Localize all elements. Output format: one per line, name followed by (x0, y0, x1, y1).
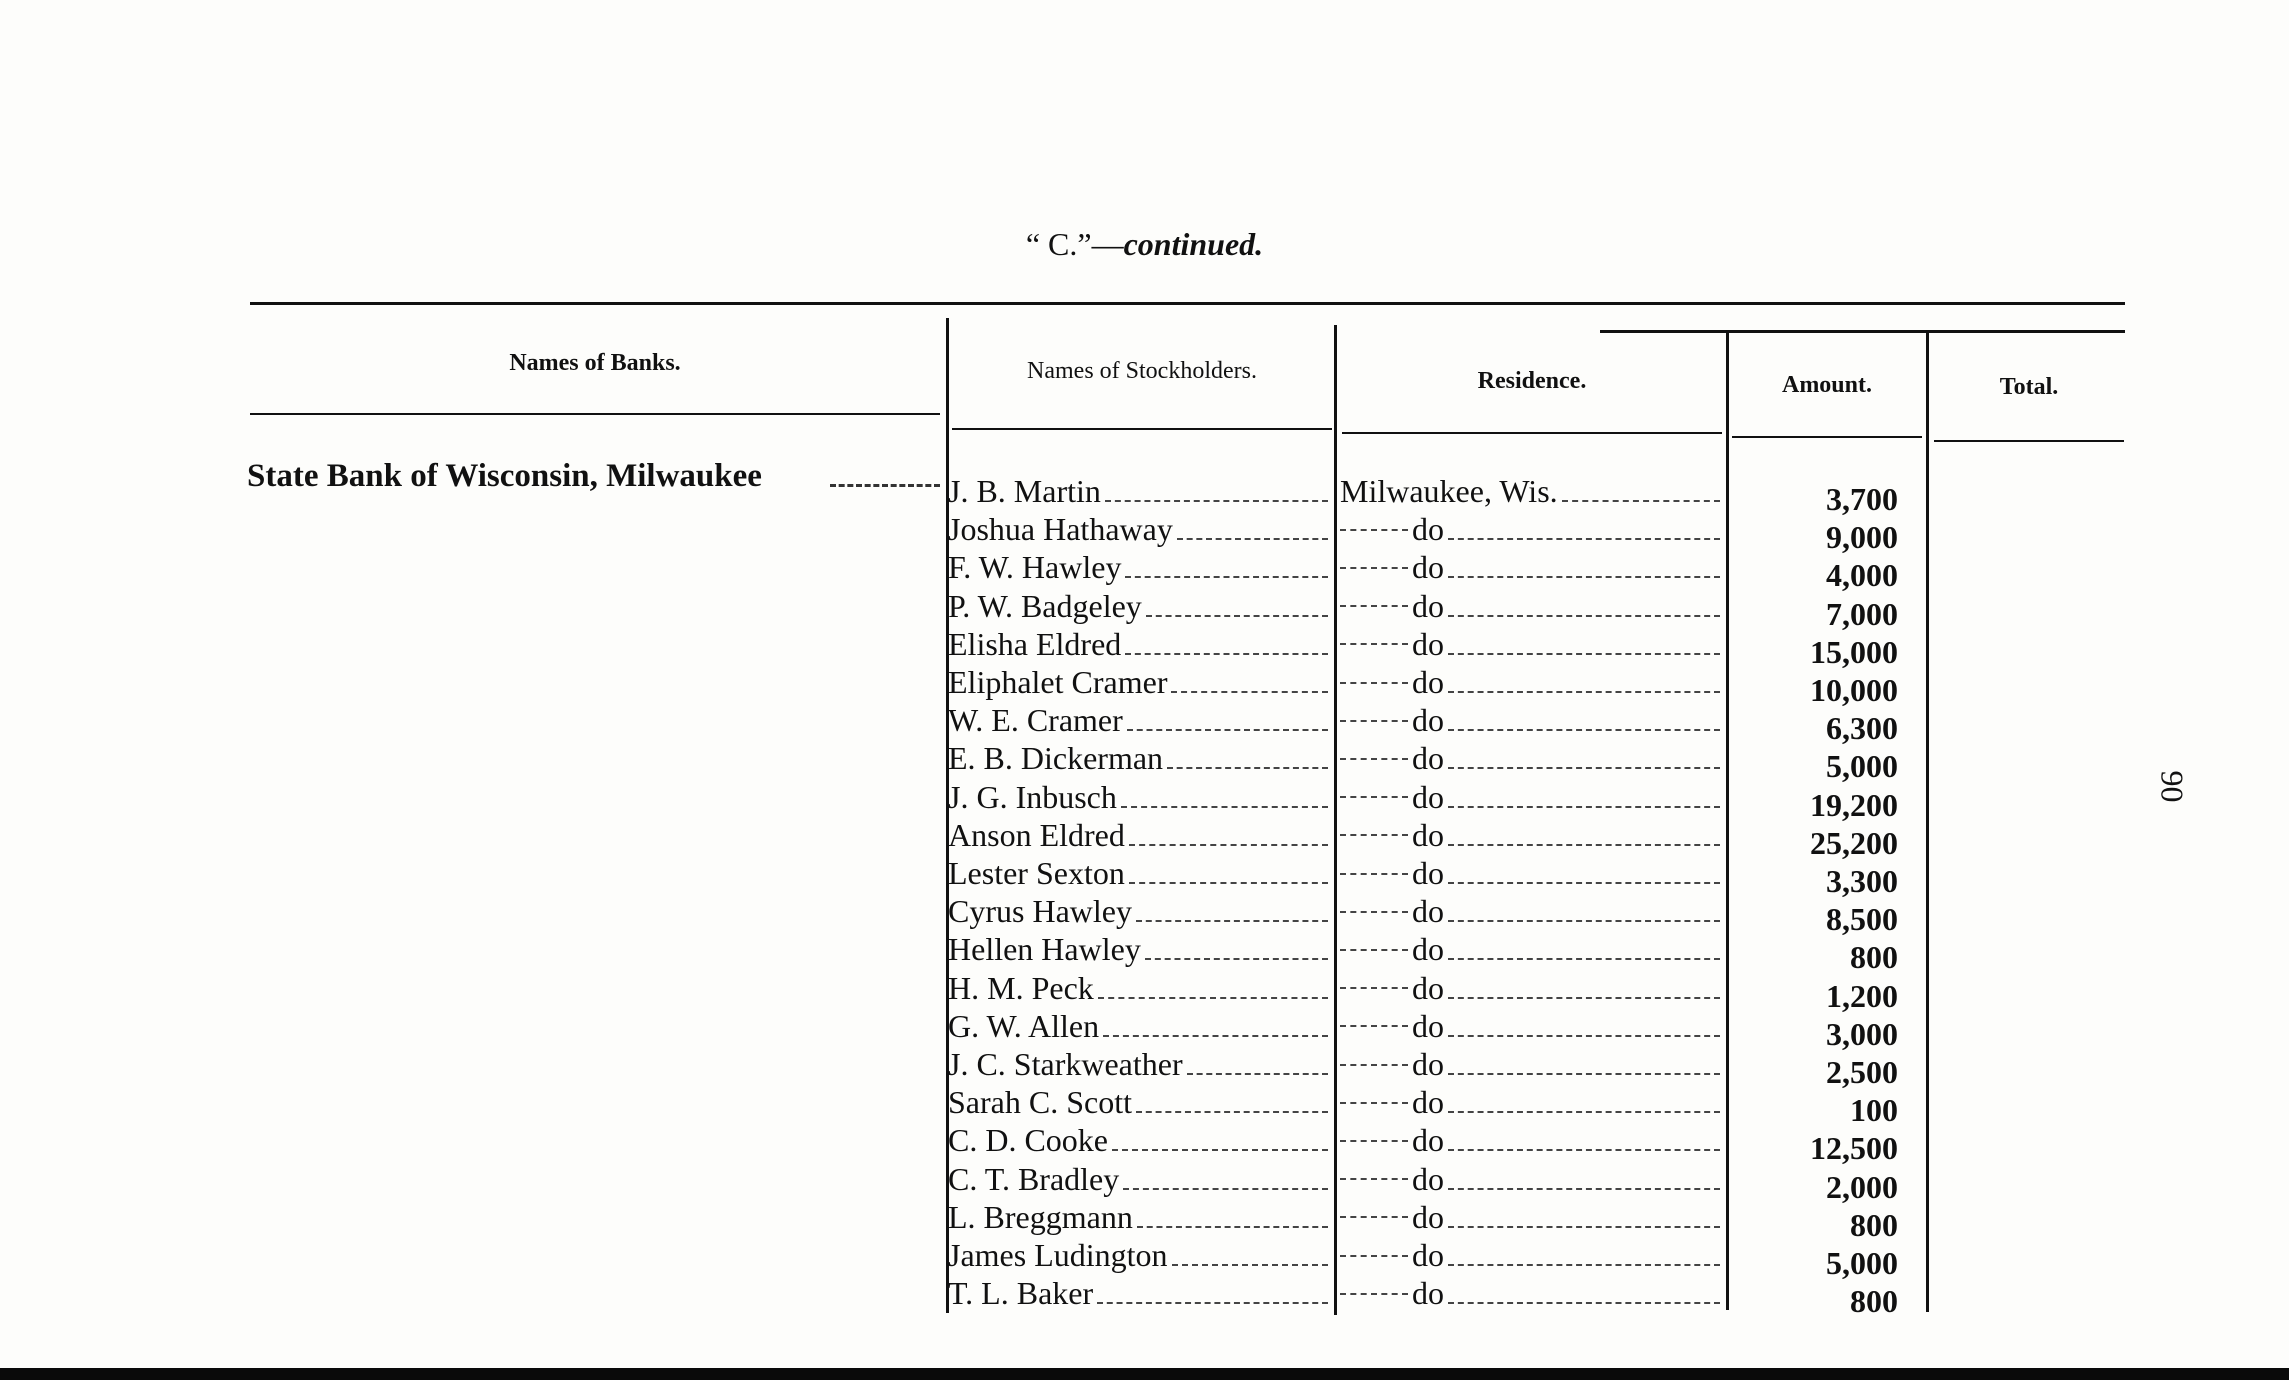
stockholder-name-text: Hellen Hawley (948, 931, 1141, 968)
dot-leader (1448, 1072, 1720, 1075)
stockholder-name-text: Sarah C. Scott (948, 1084, 1132, 1121)
dot-leader (1448, 957, 1720, 960)
dot-leader (1125, 652, 1328, 655)
dot-leader (1448, 1187, 1720, 1190)
residence-text: do (1412, 1046, 1444, 1082)
dot-leader (1448, 728, 1720, 731)
dot-leader (1167, 766, 1328, 769)
dot-leader (1103, 1034, 1328, 1037)
residence-text: do (1412, 1007, 1444, 1044)
stockholder-name-text: Cyrus Hawley (948, 893, 1132, 930)
dot-leader (1448, 996, 1720, 999)
dot-leader-prefix (1340, 910, 1408, 913)
residence (1340, 1083, 1720, 1121)
header-amount: Amount. (1781, 372, 1872, 398)
table-row (0, 1007, 2289, 1052)
stockholder-name (948, 663, 1328, 701)
stockholder-name-text: Elisha Eldred (948, 625, 1122, 662)
dot-leader-prefix (1340, 1101, 1408, 1104)
stockholder-name (948, 1274, 1328, 1312)
dot-leader (1098, 996, 1328, 999)
residence (1340, 625, 1720, 663)
dot-leader (1448, 575, 1720, 578)
dot-leader-prefix (1340, 1063, 1408, 1066)
stockholder-name-text: C. T. Bradley (948, 1160, 1120, 1197)
table-row (0, 1045, 2289, 1090)
dot-leader (1137, 1225, 1328, 1228)
stockholder-name-text: W. E. Cramer (948, 702, 1123, 739)
dot-leader-prefix (1340, 1024, 1408, 1027)
dot-leader (1121, 805, 1328, 808)
amount: 12,500 (1810, 1130, 1898, 1167)
dot-leader (1125, 575, 1328, 578)
table-row (0, 1083, 2289, 1129)
table-row (0, 1160, 2289, 1205)
table-top-rule-right (1600, 330, 2125, 333)
scan-bottom-edge (0, 1368, 2289, 1380)
stockholder-name-text: T. L. Baker (948, 1275, 1094, 1312)
amount: 2,500 (1826, 1054, 1898, 1090)
page-title (0, 226, 2289, 263)
stockholder-name (948, 625, 1328, 663)
dot-leader (1448, 1148, 1720, 1151)
residence (1340, 969, 1720, 1007)
dot-leader (1105, 499, 1328, 502)
header-names-of-banks: Names of Banks. (509, 350, 681, 376)
table-row (0, 778, 2289, 823)
dot-leader (1448, 1301, 1720, 1304)
stockholder-name (948, 854, 1328, 892)
stockholder-name-text: E. B. Dickerman (948, 740, 1164, 777)
amount: 25,200 (1810, 824, 1898, 861)
stockholder-name-text: J. C. Starkweather (948, 1046, 1183, 1082)
amount: 1,200 (1826, 977, 1898, 1014)
residence-text: do (1412, 816, 1444, 853)
stockholder-name (948, 548, 1328, 586)
residence (1340, 1236, 1720, 1274)
table-row (0, 587, 2289, 632)
dot-leader (1187, 1072, 1328, 1075)
stockholder-name (948, 1121, 1328, 1159)
header-total: Total. (1999, 374, 2059, 400)
amount: 7,000 (1826, 595, 1898, 632)
header-underline-total (1934, 440, 2124, 442)
stockholder-name (948, 1236, 1328, 1274)
dot-leader (1562, 499, 1720, 502)
table-row (0, 472, 2289, 517)
residence (1340, 1007, 1720, 1045)
residence-text: do (1412, 969, 1444, 1006)
table-row (0, 816, 2289, 861)
stockholder-name-text: C. D. Cooke (948, 1122, 1108, 1159)
stockholder-name-text: Eliphalet Cramer (948, 664, 1168, 700)
dot-leader (1448, 1034, 1720, 1037)
stockholder-name (948, 969, 1328, 1007)
dot-leader (1127, 728, 1328, 731)
stockholder-name-text: L. Breggmann (948, 1198, 1133, 1235)
dot-leader (1448, 614, 1720, 617)
stockholder-name (948, 1007, 1328, 1045)
amount: 5,000 (1826, 748, 1898, 785)
dot-leader (1448, 881, 1720, 884)
title-prefix: “ C.”— (1025, 226, 1124, 262)
residence-text: do (1412, 855, 1444, 891)
dot-leader (1448, 766, 1720, 769)
header-residence: Residence. (1477, 368, 1587, 394)
residence (1340, 816, 1720, 854)
residence-text: do (1412, 893, 1444, 930)
residence (1340, 472, 1720, 510)
residence-text: do (1412, 549, 1444, 586)
amount: 2,000 (1826, 1168, 1898, 1205)
dot-leader-prefix (1340, 642, 1408, 645)
dot-leader-prefix (1340, 795, 1408, 798)
amount: 5,000 (1826, 1245, 1898, 1281)
dot-leader (1171, 690, 1328, 693)
dot-leader (1097, 1301, 1328, 1304)
amount: 800 (1850, 1206, 1898, 1243)
dot-leader (1448, 1263, 1720, 1266)
amount: 9,000 (1826, 519, 1898, 556)
stockholder-name (948, 472, 1328, 510)
dot-leader-prefix (1340, 1254, 1408, 1257)
residence-text: Milwaukee, Wis. (1340, 473, 1558, 509)
stockholder-name-text: P. W. Badgeley (948, 587, 1142, 624)
table-row (0, 510, 2289, 556)
dot-leader (1145, 957, 1328, 960)
residence-text: do (1412, 664, 1444, 700)
dot-leader (1448, 652, 1720, 655)
stockholder-name-text: H. M. Peck (948, 969, 1094, 1006)
table-row (0, 739, 2289, 785)
table-top-rule (250, 302, 2125, 305)
dot-leader-prefix (1340, 604, 1408, 607)
residence (1340, 701, 1720, 739)
amount: 800 (1850, 1283, 1898, 1320)
bank-name: State Bank of Wisconsin, Milwaukee (247, 458, 762, 494)
header-underline-banks (250, 413, 940, 415)
amount: 6,300 (1826, 710, 1898, 747)
dot-leader (1448, 843, 1720, 846)
residence-text: do (1412, 1122, 1444, 1159)
table-row (0, 1121, 2289, 1167)
dot-leader-prefix (1340, 1139, 1408, 1142)
residence-text: do (1412, 1198, 1444, 1235)
dot-leader-prefix (1340, 1292, 1408, 1295)
dot-leader (1123, 1187, 1328, 1190)
dot-leader (1129, 843, 1328, 846)
residence (1340, 778, 1720, 816)
stockholder-name (948, 587, 1328, 625)
stockholder-name-text: Lester Sexton (948, 855, 1125, 891)
residence (1340, 663, 1720, 701)
table-row (0, 548, 2289, 594)
dot-leader (1448, 919, 1720, 922)
table-row (0, 663, 2289, 708)
residence (1340, 548, 1720, 586)
amount: 3,300 (1826, 863, 1898, 899)
residence (1340, 1198, 1720, 1236)
residence (1340, 739, 1720, 777)
residence (1340, 1274, 1720, 1312)
dot-leader-prefix (1340, 948, 1408, 951)
amount: 4,000 (1826, 557, 1898, 594)
amount: 3,700 (1826, 481, 1898, 517)
stockholder-name (948, 778, 1328, 816)
dot-leader (1136, 1110, 1328, 1113)
residence-text: do (1412, 625, 1444, 662)
header-underline-amount (1732, 436, 1922, 438)
stockholder-name (948, 816, 1328, 854)
residence-text: do (1412, 702, 1444, 739)
dot-leader-prefix (1340, 872, 1408, 875)
stockholder-name-text: James Ludington (948, 1237, 1168, 1273)
amount: 100 (1850, 1092, 1898, 1129)
table-row (0, 1274, 2289, 1320)
header-underline-residence (1342, 432, 1722, 434)
amount: 8,500 (1826, 901, 1898, 938)
residence (1340, 892, 1720, 930)
dot-leader (1448, 1225, 1720, 1228)
stockholder-name (948, 1160, 1328, 1198)
dot-leader (1448, 1110, 1720, 1113)
dot-leader-prefix (1340, 833, 1408, 836)
dot-leader-prefix (1340, 566, 1408, 569)
stockholder-name (948, 739, 1328, 777)
residence-text: do (1412, 1237, 1444, 1273)
residence (1340, 1121, 1720, 1159)
table-row (0, 969, 2289, 1014)
table-row (0, 625, 2289, 670)
residence (1340, 854, 1720, 892)
table-row (0, 701, 2289, 747)
amount: 19,200 (1810, 786, 1898, 823)
stockholder-name (948, 892, 1328, 930)
amount: 800 (1850, 939, 1898, 976)
residence (1340, 1045, 1720, 1083)
residence-text: do (1412, 1160, 1444, 1197)
dot-leader-prefix (1340, 681, 1408, 684)
dot-leader (1146, 614, 1328, 617)
dot-leader (1448, 690, 1720, 693)
stockholder-name (948, 510, 1328, 548)
residence-text: do (1412, 511, 1444, 548)
dot-leader (1172, 1263, 1328, 1266)
dot-leader (1448, 537, 1720, 540)
stockholder-name (948, 1083, 1328, 1121)
stockholder-name (948, 1198, 1328, 1236)
residence-text: do (1412, 1275, 1444, 1312)
stockholder-name (948, 1045, 1328, 1083)
residence-text: do (1412, 931, 1444, 968)
table-row (0, 1236, 2289, 1281)
table-row (0, 854, 2289, 899)
dot-leader-prefix (1340, 1215, 1408, 1218)
header-names-of-stockholders: Names of Stockholders. (1027, 358, 1257, 384)
dot-leader (1136, 919, 1328, 922)
dot-leader-prefix (1340, 986, 1408, 989)
page-number: 90 (2154, 770, 2191, 803)
residence-text: do (1412, 1084, 1444, 1121)
dot-leader (1112, 1148, 1328, 1151)
header-underline-stockholders (952, 428, 1332, 430)
stockholder-name-text: F. W. Hawley (948, 549, 1122, 586)
dot-leader (1129, 881, 1328, 884)
stockholder-name-text: Joshua Hathaway (948, 511, 1173, 548)
residence-text: do (1412, 740, 1444, 777)
residence-text: do (1412, 587, 1444, 624)
residence-text: do (1412, 778, 1444, 815)
residence (1340, 930, 1720, 968)
title-continued: continued. (1123, 226, 1264, 262)
stockholder-name (948, 930, 1328, 968)
table-row (0, 930, 2289, 976)
residence (1340, 587, 1720, 625)
stockholder-name-text: J. B. Martin (948, 473, 1101, 509)
table-row (0, 1198, 2289, 1243)
stockholder-name (948, 701, 1328, 739)
dot-leader-prefix (1340, 1177, 1408, 1180)
stockholder-name-text: G. W. Allen (948, 1007, 1100, 1044)
dot-leader-prefix (1340, 757, 1408, 760)
dot-leader (1448, 805, 1720, 808)
amount: 10,000 (1810, 672, 1898, 708)
residence (1340, 510, 1720, 548)
amount: 3,000 (1826, 1015, 1898, 1052)
amount: 15,000 (1810, 633, 1898, 670)
stockholder-name-text: Anson Eldred (948, 816, 1125, 853)
residence (1340, 1160, 1720, 1198)
dot-leader-prefix (1340, 719, 1408, 722)
stockholder-name-text: J. G. Inbusch (948, 778, 1117, 815)
dot-leader-prefix (1340, 528, 1408, 531)
table-row (0, 892, 2289, 938)
dot-leader (1177, 537, 1328, 540)
